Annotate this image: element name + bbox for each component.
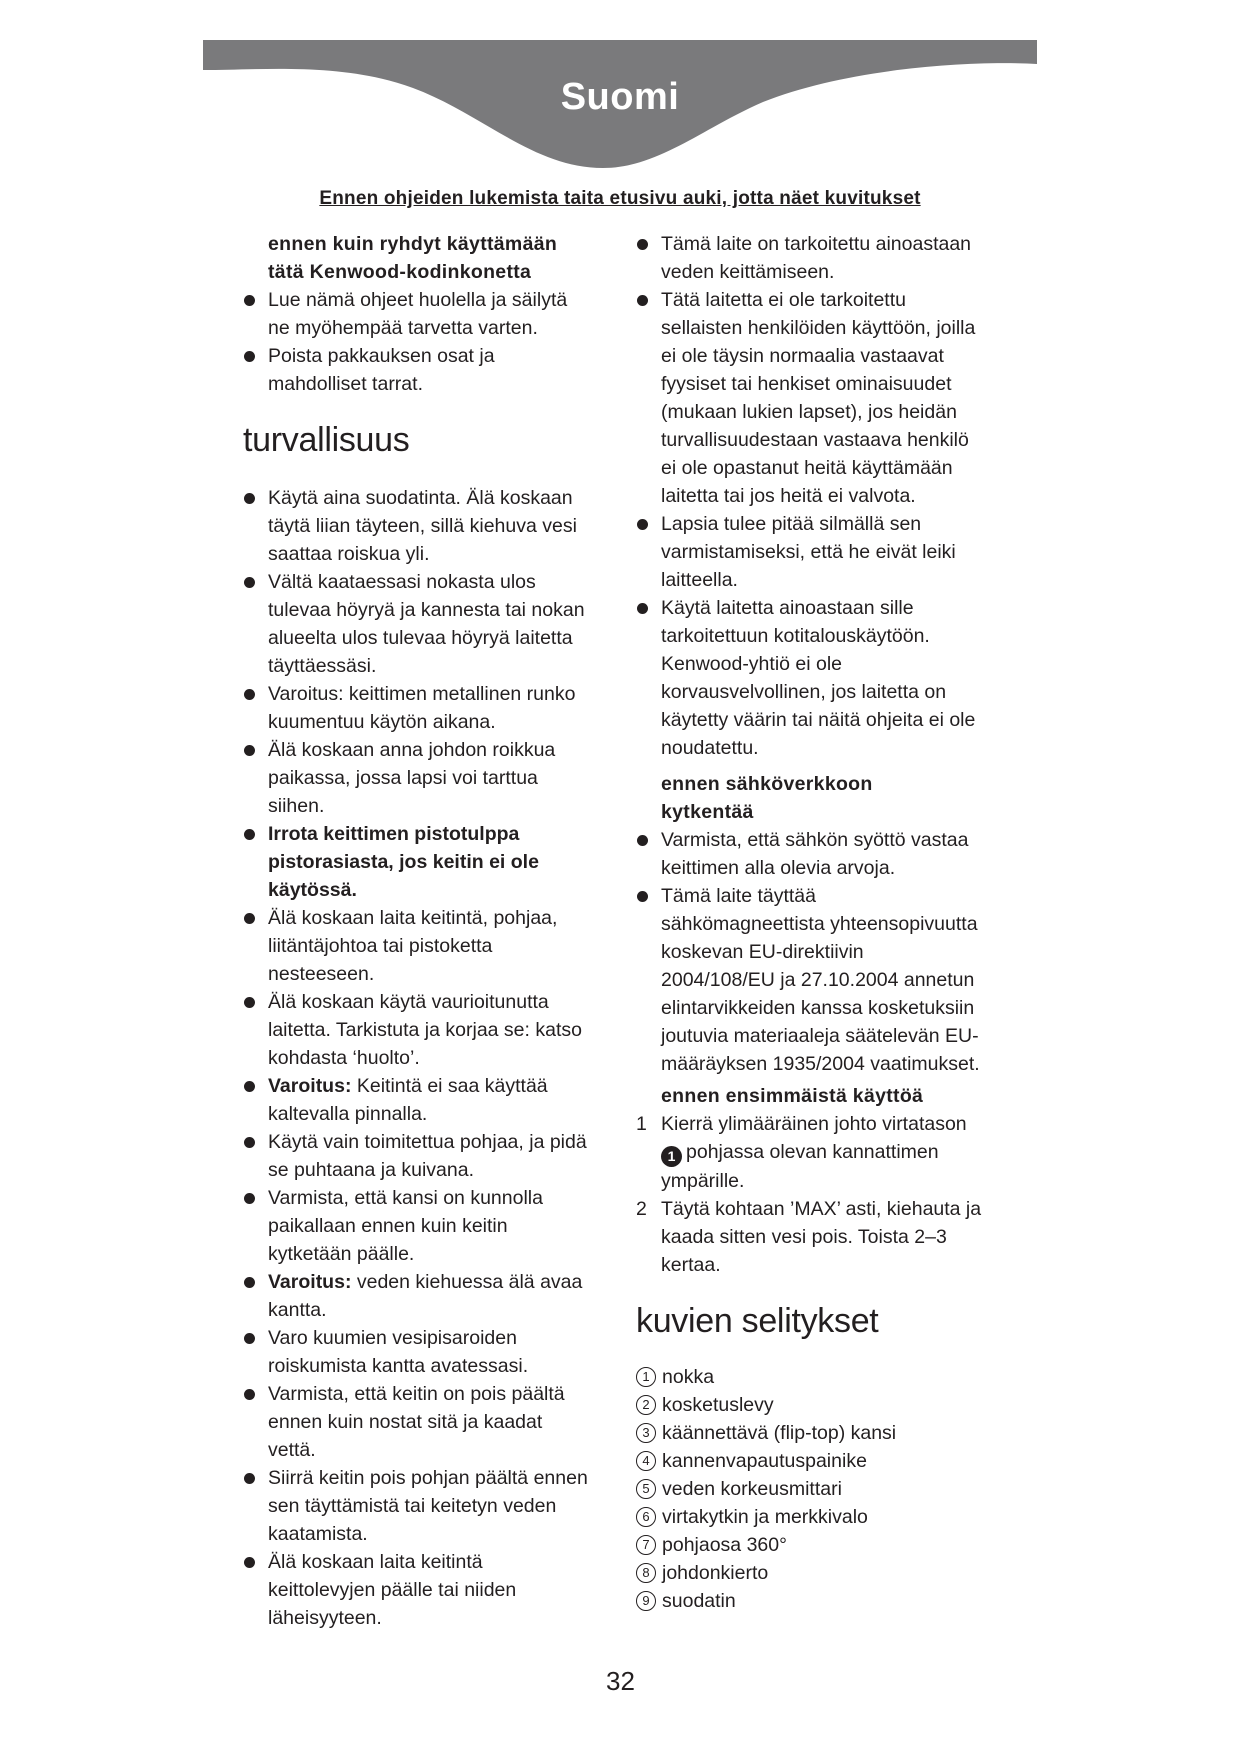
text-line: ennen kuin ryhdyt käyttämään <box>268 233 558 255</box>
bullet-icon <box>244 1137 255 1148</box>
text-line: Irrota keittimen pistotulppa <box>268 823 520 845</box>
bullet-icon <box>244 829 255 840</box>
text-line: tätä Kenwood-kodinkonetta <box>268 261 532 283</box>
text-line: Varmista, että kansi on kunnolla <box>268 1187 543 1209</box>
text-line: saattaa roiskua yli. <box>268 543 430 565</box>
text-line: kaada sitten vesi pois. Toista 2–3 <box>661 1226 947 1248</box>
text-line: Poista pakkauksen osat ja <box>268 345 495 367</box>
text-line: laitteella. <box>661 569 738 591</box>
text-line: liitäntäjohtoa tai pistoketta <box>268 935 493 957</box>
text-line: ennen sähköverkkoon <box>661 773 873 795</box>
text-line: Käytä vain toimitettua pohjaa, ja pidä <box>268 1131 587 1153</box>
legend-section-title: kuvien selitykset <box>636 1302 879 1340</box>
text-line: kertaa. <box>661 1254 721 1276</box>
bullet-icon <box>244 1277 255 1288</box>
legend-item <box>636 1447 1011 1475</box>
legend-item <box>636 1419 1011 1447</box>
right-column <box>636 230 1011 1615</box>
text-line: Varoitus: keittimen metallinen runko <box>268 683 576 705</box>
text-line: kosketuslevy <box>662 1394 774 1416</box>
legend-item <box>636 1503 1011 1531</box>
list-item <box>636 510 1011 594</box>
text-line: ei ole opastanut heitä käyttämään <box>661 457 953 479</box>
text-line: 2004/108/EU ja 27.10.2004 annetun <box>661 969 975 991</box>
text-line: käännettävä (flip-top) kansi <box>662 1422 897 1444</box>
text-line: tulevaa höyryä ja kannesta tai nokan <box>268 599 585 621</box>
list-item <box>243 1380 613 1464</box>
text-line: kaatamista. <box>268 1523 368 1545</box>
number-circle-icon: 7 <box>636 1535 656 1555</box>
left-column <box>243 230 613 1632</box>
text-line: kytkentää <box>661 801 754 823</box>
text-line: käytetty väärin tai näitä ohjeita ei ole <box>661 709 976 731</box>
text-line: Älä koskaan laita keitintä <box>268 1551 483 1573</box>
step-item <box>636 1110 1011 1195</box>
text-line: virtakytkin ja merkkivalo <box>662 1506 868 1528</box>
text-line: suodatin <box>662 1590 736 1612</box>
number-circle-icon: 8 <box>636 1563 656 1583</box>
list-item <box>243 1268 613 1324</box>
text-line: ennen kuin nostat sitä ja kaadat <box>268 1411 543 1433</box>
text-line: paikassa, jossa lapsi voi tarttua <box>268 767 538 789</box>
bullet-icon <box>244 493 255 504</box>
legend-item <box>636 1587 1011 1615</box>
text-line: Siirrä keitin pois pohjan päältä ennen <box>268 1467 588 1489</box>
step-item <box>636 1195 1011 1279</box>
bullet-icon <box>244 1557 255 1568</box>
list-item <box>243 680 613 736</box>
number-circle-icon: 6 <box>636 1507 656 1527</box>
text-line: sen täyttämistä tai keitetyn veden <box>268 1495 557 1517</box>
list-item <box>243 568 613 680</box>
bullet-icon <box>244 745 255 756</box>
legend-item <box>636 1391 1011 1419</box>
text-line: noudatettu. <box>661 737 759 759</box>
text-line: turvallisuudestaan vastaava henkilö <box>661 429 969 451</box>
list-item <box>243 1324 613 1380</box>
list-item <box>243 286 613 342</box>
text-line: siihen. <box>268 795 325 817</box>
list-item <box>636 826 1011 882</box>
text-line: kannenvapautuspainike <box>662 1450 867 1472</box>
text-line: Käytä aina suodatinta. Älä koskaan <box>268 487 573 509</box>
text-line: se puhtaana ja kuivana. <box>268 1159 474 1181</box>
bullet-icon <box>637 891 648 902</box>
bullet-icon <box>637 519 648 530</box>
number-circle-icon: 9 <box>636 1591 656 1611</box>
list-item <box>243 1464 613 1548</box>
bullet-icon <box>637 603 648 614</box>
text-line: sähkömagneettista yhteensopivuutta <box>661 913 978 935</box>
text-line: laitetta tai jos heitä ei valvota. <box>661 485 916 507</box>
text-line: ympärille. <box>661 1170 745 1192</box>
text-line: käytössä. <box>268 879 357 901</box>
bullet-icon <box>244 1473 255 1484</box>
text-line: 1 <box>636 1113 647 1135</box>
list-item <box>243 904 613 988</box>
bullet-icon <box>244 295 255 306</box>
mains-heading <box>636 770 1011 826</box>
text-line: tarkoitettuun kotitalouskäytöön. <box>661 625 930 647</box>
list-item <box>636 594 1011 762</box>
text-line: Älä koskaan laita keitintä, pohjaa, <box>268 907 558 929</box>
text-line: Käytä laitetta ainoastaan sille <box>661 597 914 619</box>
text-line: laitetta. Tarkistuta ja korjaa se: katso <box>268 1019 582 1041</box>
list-item <box>636 230 1011 286</box>
header-band <box>203 40 1037 172</box>
text-line: mahdolliset tarrat. <box>268 373 423 395</box>
text-line: joutuvia materiaaleja säätelevän EU- <box>661 1025 979 1047</box>
list-item <box>243 484 613 568</box>
text-line: vettä. <box>268 1439 316 1461</box>
text-line: Vältä kaataessasi nokasta ulos <box>268 571 536 593</box>
text-line: korvausvelvollinen, jos laitetta on <box>661 681 947 703</box>
text-line: johdonkierto <box>662 1562 769 1584</box>
list-item <box>243 1072 613 1128</box>
text-line: Älä koskaan käytä vaurioitunutta <box>268 991 549 1013</box>
bullet-icon <box>244 1081 255 1092</box>
bullet-icon <box>244 913 255 924</box>
text-line: nesteeseen. <box>268 963 375 985</box>
bullet-icon <box>244 689 255 700</box>
text-line: veden korkeusmittari <box>662 1478 842 1500</box>
list-item <box>636 286 1011 510</box>
bullet-icon <box>244 577 255 588</box>
bullet-icon <box>244 997 255 1008</box>
legend-item <box>636 1559 1011 1587</box>
text-line: veden keittämiseen. <box>661 261 835 283</box>
page-number: 32 <box>606 1666 635 1696</box>
text-line: ei ole täysin normaalia vastaavat <box>661 345 944 367</box>
number-circle-icon: 1 <box>636 1367 656 1387</box>
number-circle-icon: 2 <box>636 1395 656 1415</box>
text-line: sellaisten henkilöiden käyttöön, joilla <box>661 317 976 339</box>
list-item <box>243 1128 613 1184</box>
text-line: Älä koskaan anna johdon roikkua <box>268 739 556 761</box>
text-line: Lapsia tulee pitää silmällä sen <box>661 513 922 535</box>
list-item <box>636 882 1011 1078</box>
text-line: nokka <box>662 1366 715 1388</box>
text-line: Kenwood-yhtiö ei ole <box>661 653 843 675</box>
first-use-heading: ennen ensimmäistä käyttöä <box>661 1085 924 1107</box>
text-line: Varoitus: <box>268 1271 352 1293</box>
fold-note: Ennen ohjeiden lukemista taita etusivu auki, jotta näet kuvitukset <box>319 188 921 209</box>
text-line: Varo kuumien vesipisaroiden <box>268 1327 517 1349</box>
text-line: keittimen alla olevia arvoja. <box>661 857 896 879</box>
text-line: alueelta ulos tulevaa höyryä laitetta <box>268 627 573 649</box>
text-line: Tämä laite täyttää <box>661 885 816 907</box>
bullet-icon <box>637 239 648 250</box>
list-item <box>243 1184 613 1268</box>
text-line: täyttäessäsi. <box>268 655 377 677</box>
text-line: Tätä laitetta ei ole tarkoitettu <box>661 289 906 311</box>
text-line: Varmista, että sähkön syöttö vastaa <box>661 829 969 851</box>
text-line: Varmista, että keitin on pois päältä <box>268 1383 565 1405</box>
figure-ref-icon: 1 <box>661 1146 682 1167</box>
text-line: varmistamiseksi, että he eivät leiki <box>661 541 956 563</box>
bullet-icon <box>637 835 648 846</box>
bullet-icon <box>244 351 255 362</box>
safety-section-title: turvallisuus <box>243 421 410 459</box>
text-line: roiskumista kantta avatessasi. <box>268 1355 529 1377</box>
list-item-warning-unplug <box>243 820 613 904</box>
list-item <box>243 736 613 820</box>
text-line: pohjassa olevan kannattimen <box>686 1141 939 1163</box>
list-item <box>243 988 613 1072</box>
list-item <box>243 1548 613 1632</box>
text-line: Kierrä ylimääräinen johto virtatason <box>661 1113 967 1135</box>
text-line: Täytä kohtaan ’MAX’ asti, kiehauta ja <box>661 1198 982 1220</box>
text-line: kuumentuu käytön aikana. <box>268 711 496 733</box>
list-item <box>243 342 613 398</box>
bullet-icon <box>637 295 648 306</box>
text-line: koskevan EU-direktiivin <box>661 941 864 963</box>
legend-item <box>636 1531 1011 1559</box>
bullet-icon <box>244 1389 255 1400</box>
bullet-icon <box>244 1193 255 1204</box>
text-line: Keitintä ei saa käyttää <box>351 1075 548 1097</box>
text-line: Varoitus: <box>268 1075 352 1097</box>
text-line: keittolevyjen päälle tai niiden <box>268 1579 517 1601</box>
text-line: pistorasiasta, jos keitin ei ole <box>268 851 539 873</box>
number-circle-icon: 4 <box>636 1451 656 1471</box>
page-title: Suomi <box>560 76 680 118</box>
legend-item <box>636 1475 1011 1503</box>
text-line: Tämä laite on tarkoitettu ainoastaan <box>661 233 972 255</box>
before-use-heading <box>243 230 613 286</box>
number-circle-icon: 5 <box>636 1479 656 1499</box>
text-line: ne myöhempää tarvetta varten. <box>268 317 538 339</box>
text-line: kohdasta ‘huolto’. <box>268 1047 420 1069</box>
text-line: fyysiset tai henkiset ominaisuudet <box>661 373 952 395</box>
text-line: läheisyyteen. <box>268 1607 382 1629</box>
text-line: veden kiehuessa älä avaa <box>351 1271 583 1293</box>
text-line: pohjaosa 360° <box>662 1534 787 1556</box>
text-line: täytä liian täyteen, sillä kiehuva vesi <box>268 515 577 537</box>
text-line: paikallaan ennen kuin keitin <box>268 1215 508 1237</box>
text-line: kytketään päälle. <box>268 1243 415 1265</box>
legend-item <box>636 1363 1011 1391</box>
number-circle-icon: 3 <box>636 1423 656 1443</box>
bullet-icon <box>244 1333 255 1344</box>
text-line: 2 <box>636 1198 647 1220</box>
text-line: Lue nämä ohjeet huolella ja säilytä <box>268 289 568 311</box>
text-line: kantta. <box>268 1299 327 1321</box>
text-line: elintarvikkeiden kanssa kosketuksiin <box>661 997 975 1019</box>
text-line: määräyksen 1935/2004 vaatimukset. <box>661 1053 980 1075</box>
text-line: kaltevalla pinnalla. <box>268 1103 428 1125</box>
text-line: (mukaan lukien lapset), jos heidän <box>661 401 957 423</box>
